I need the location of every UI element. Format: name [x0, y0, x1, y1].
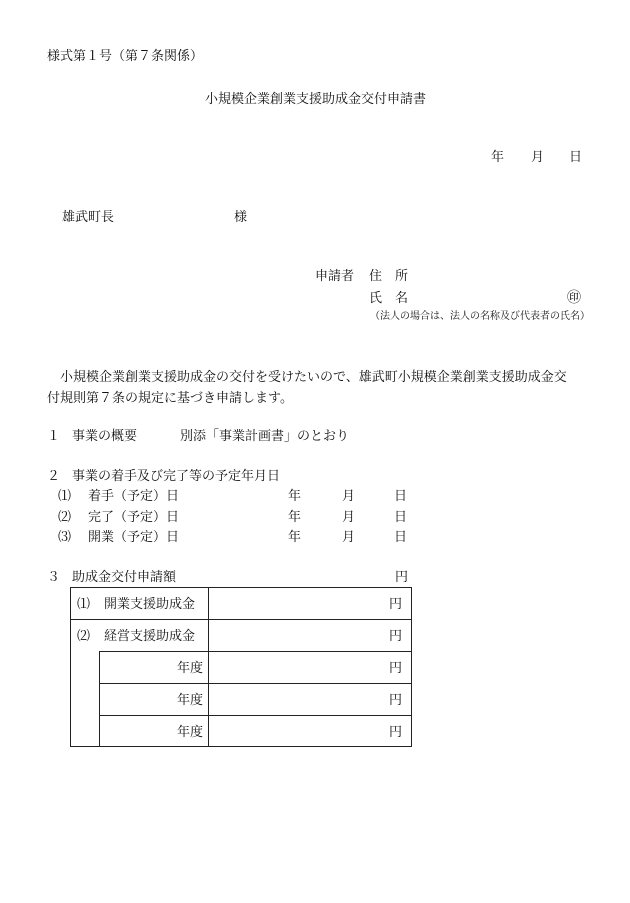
- seal-mark: ㊞: [567, 290, 581, 306]
- table-rule: [99, 715, 411, 716]
- schedule-item-2-month: 月: [342, 510, 356, 525]
- grant-amount-table: [70, 587, 412, 747]
- recipient-honorific: 様: [234, 210, 248, 225]
- date-month-label: 月: [531, 150, 545, 165]
- schedule-item-3-label: 開業（予定）日: [88, 530, 180, 545]
- table-rule: [99, 652, 100, 746]
- table-rule: [71, 619, 411, 620]
- schedule-item-2-label: 完了（予定）日: [88, 510, 180, 525]
- section3-number: ３: [47, 570, 61, 585]
- grant-row-1-label: 開業支援助成金: [104, 597, 196, 612]
- body-line-1: 小規模企業創業支援助成金の交付を受けたいので、雄武町小規模企業創業支援助成金交: [47, 370, 567, 385]
- schedule-item-2-year: 年: [288, 510, 302, 525]
- grant-row-1-num: ⑴: [77, 597, 91, 612]
- grant-row-2-yen: 円: [389, 629, 403, 644]
- schedule-item-1-day: 日: [394, 489, 408, 504]
- section2-number: ２: [47, 469, 61, 484]
- applicant-address-label: 住 所: [369, 269, 409, 284]
- fiscal-year-row-3-label: 年度: [177, 725, 204, 740]
- fiscal-year-row-3-yen: 円: [389, 725, 403, 740]
- date-day-label: 日: [569, 150, 583, 165]
- section1-heading: 事業の概要: [72, 429, 138, 444]
- section1-content: 別添「事業計画書」のとおり: [180, 429, 350, 444]
- fiscal-year-row-1-label: 年度: [177, 661, 204, 676]
- applicant-name-label: 氏 名: [369, 291, 409, 306]
- table-rule: [99, 683, 411, 684]
- section3-total-yen: 円: [395, 570, 409, 585]
- schedule-item-2-num: ⑵: [58, 510, 72, 525]
- table-rule: [99, 651, 411, 652]
- fiscal-year-row-1-yen: 円: [389, 661, 403, 676]
- schedule-item-1-year: 年: [288, 489, 302, 504]
- fiscal-year-row-2-yen: 円: [389, 693, 403, 708]
- grant-row-2-label: 経営支援助成金: [104, 629, 196, 644]
- corporate-note: （法人の場合は、法人の名称及び代表者の氏名）: [370, 311, 590, 322]
- section1-number: １: [47, 429, 61, 444]
- applicant-label: 申請者: [315, 269, 355, 284]
- section2-heading: 事業の着手及び完了等の予定年月日: [72, 469, 281, 484]
- schedule-item-1-num: ⑴: [58, 489, 72, 504]
- body-line-2: 付規則第７条の規定に基づき申請します。: [47, 391, 293, 406]
- fiscal-year-row-2-label: 年度: [177, 693, 204, 708]
- schedule-item-3-year: 年: [288, 530, 302, 545]
- section3-heading: 助成金交付申請額: [72, 570, 177, 585]
- date-year-label: 年: [491, 150, 505, 165]
- document-title: 小規模企業創業支援助成金交付申請書: [205, 92, 427, 107]
- grant-row-2-num: ⑵: [77, 629, 91, 644]
- table-rule: [208, 588, 209, 746]
- schedule-item-3-day: 日: [394, 530, 408, 545]
- form-number: 様式第１号（第７条関係）: [47, 49, 204, 64]
- schedule-item-2-day: 日: [394, 510, 408, 525]
- recipient-name: 雄武町長: [62, 210, 115, 225]
- schedule-item-1-label: 着手（予定）日: [88, 489, 180, 504]
- schedule-item-1-month: 月: [342, 489, 356, 504]
- grant-row-1-yen: 円: [389, 597, 403, 612]
- schedule-item-3-month: 月: [342, 530, 356, 545]
- schedule-item-3-num: ⑶: [58, 530, 72, 545]
